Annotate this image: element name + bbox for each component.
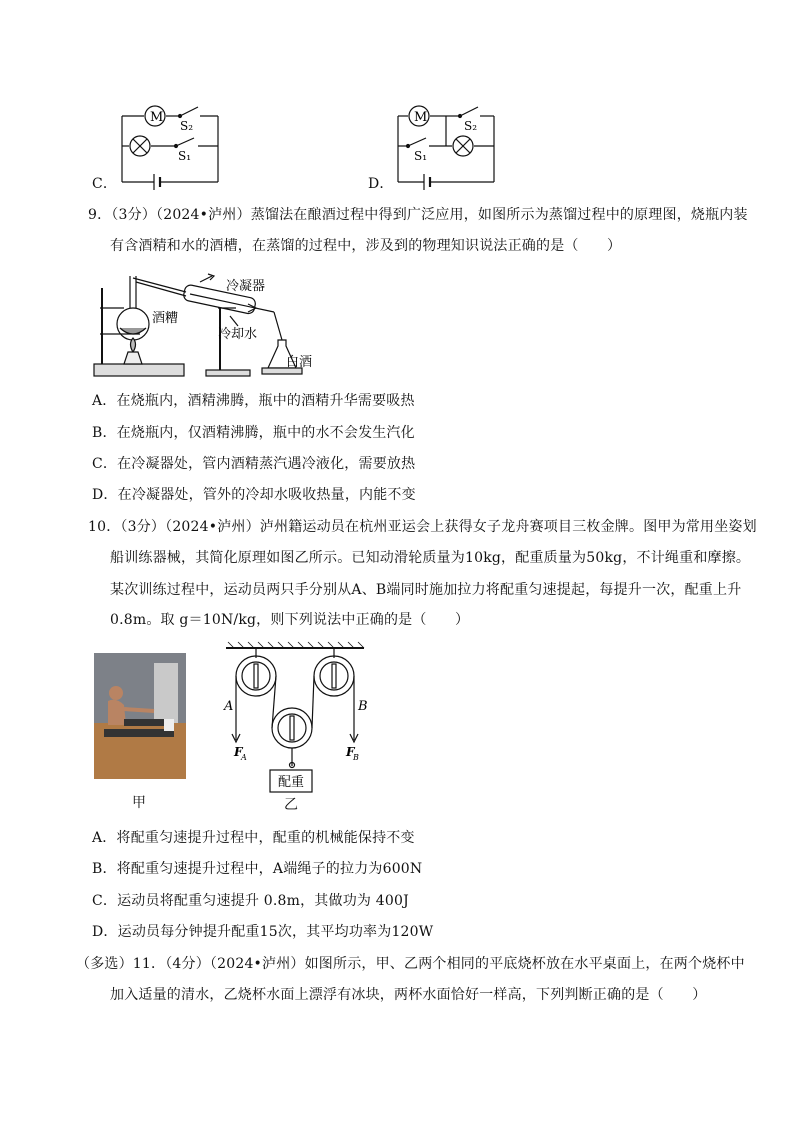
- c-s1-label: S₁: [178, 149, 192, 163]
- q10-stem-line2: 船训练器械，其简化原理如图乙所示。已知动滑轮质量为10kg，配重质量为50kg，不计绳重和摩擦。: [110, 550, 751, 566]
- q9-distillation-figure: [90, 268, 330, 380]
- q11-stem-line1: （多选）11．（4分）（2024•泸州）如图所示，甲、乙两个相同的平底烧杯放在水平桌面上，在两个烧杯中: [76, 956, 745, 972]
- d-s2-label: S₂: [464, 119, 478, 133]
- q10-stem-line3: 某次训练过程中，运动员两只手分别从A、B端同时施加拉力将配重匀速提起，每提升一次，配重上升: [110, 582, 742, 598]
- condenser-label: 冷凝器: [226, 279, 266, 294]
- q10-pulley-figure: [220, 640, 370, 800]
- pulley-system-diagram: [220, 640, 370, 800]
- liquor-label: 白酒: [286, 355, 313, 370]
- label-b: B: [358, 699, 368, 714]
- d-s1-label: S₁: [414, 149, 428, 163]
- q10-option-b: B．将配重匀速提升过程中，A端绳子的拉力为600N: [92, 861, 423, 877]
- mash-label: 酒糟: [152, 311, 179, 326]
- q9-option-c: C．在冷凝器处，管内酒精蒸汽遇冷液化，需要放热: [92, 456, 416, 472]
- d-motor-label: M: [414, 110, 428, 125]
- c-motor-label: M: [150, 110, 164, 125]
- option-d-figure: [366, 96, 506, 192]
- q11-stem-line2: 加入适量的清水，乙烧杯水面上漂浮有冰块，两杯水面恰好一样高，下列判断正确的是（ ）: [110, 987, 707, 1003]
- q9-option-b: B．在烧瓶内，仅酒精沸腾，瓶中的水不会发生汽化: [92, 425, 415, 441]
- q10-option-d: D．运动员每分钟提升配重15次，其平均功率为120W: [92, 924, 434, 940]
- q9-stem-line2: 有含酒精和水的酒槽，在蒸馏的过程中，涉及到的物理知识说法正确的是（ ）: [110, 238, 622, 254]
- force-a-sub: A: [241, 753, 247, 762]
- option-c-figure: [90, 96, 230, 192]
- force-a-label: F: [234, 745, 243, 759]
- q9-stem-line1: 9．（3分）（2024•泸州）蒸馏法在酿酒过程中得到广泛应用，如图所示为蒸馏过程中的原理图，烧瓶内装: [88, 207, 748, 223]
- force-b-label: F: [346, 745, 355, 759]
- q9-option-d: D．在冷凝器处，管外的冷却水吸收热量，内能不变: [92, 487, 416, 503]
- circuit-c-diagram: [90, 96, 230, 192]
- q10-option-a: A．将配重匀速提升过程中，配重的机械能保持不变: [92, 830, 415, 846]
- distillation-apparatus-diagram: [90, 268, 330, 380]
- rowing-athlete-photo: [94, 653, 186, 779]
- label-a: A: [224, 699, 234, 714]
- q10-caption-jia: 甲: [132, 795, 147, 811]
- q10-stem-line4: 0.8m。取 g＝10N/kg，则下列说法中正确的是（ ）: [110, 612, 470, 628]
- q9-option-a: A．在烧瓶内，酒精沸腾，瓶中的酒精升华需要吸热: [92, 393, 415, 409]
- q10-photo-figure: [94, 653, 186, 779]
- weight-label: 配重: [278, 775, 305, 790]
- option-d-letter: D．: [368, 176, 394, 192]
- force-b-sub: B: [353, 753, 359, 762]
- q10-caption-yi: 乙: [284, 797, 299, 813]
- coolant-label: 冷却水: [218, 327, 258, 342]
- circuit-d-diagram: [366, 96, 506, 192]
- q10-stem-line1: 10．（3分）（2024•泸州）泸州籍运动员在杭州亚运会上获得女子龙舟赛项目三枚金牌。图甲为常用坐姿划: [88, 519, 757, 535]
- option-c-letter: C．: [92, 176, 118, 192]
- c-s2-label: S₂: [180, 119, 194, 133]
- q10-option-c: C．运动员将配重匀速提升 0.8m，其做功为 400J: [92, 893, 409, 909]
